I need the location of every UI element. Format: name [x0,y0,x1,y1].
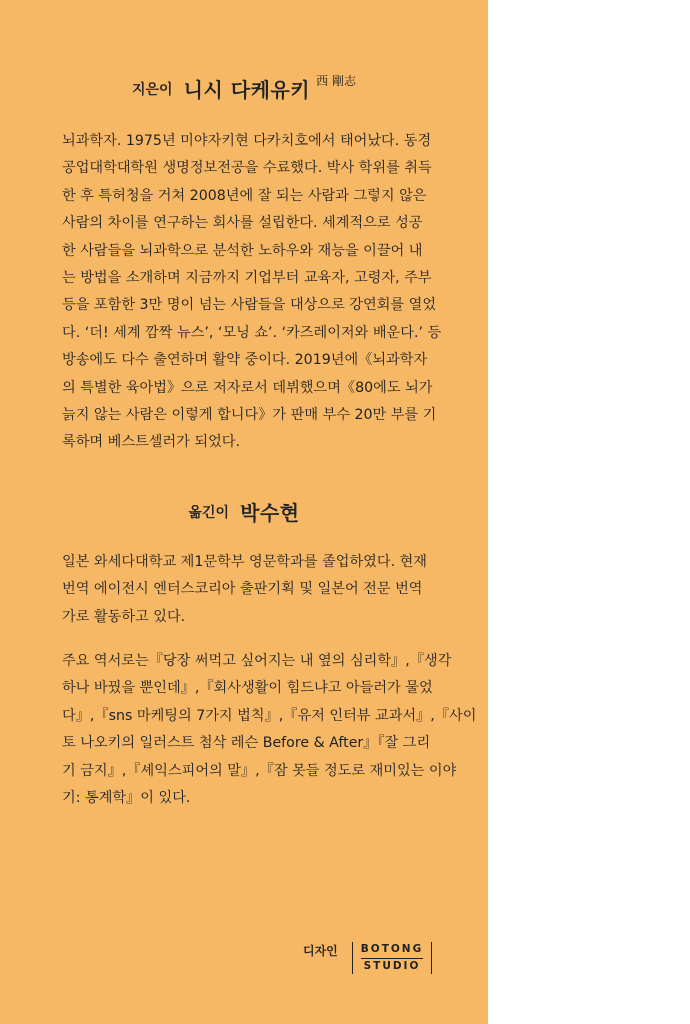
translator-bio-line: 번역 에이전시 엔터스코리아 출판기획 및 일본어 전문 번역 [62,581,423,598]
author-bio-line: 다. ‘더! 세계 깜짝 뉴스’, ‘모닝 쇼’. ‘카즈레이저와 배운다.’ 등 [62,324,442,341]
author-bio-line: 한 사람들을 뇌과학으로 분석한 노하우와 재능을 이끌어 내 [62,242,423,259]
author-bio-line: 방송에도 다수 출연하며 활약 중이다. 2019년에《뇌과학자 [62,352,428,369]
translator-role-label: 옮긴이 [188,504,229,521]
author-bio-line: 사람의 차이를 연구하는 회사를 설립한다. 세계적으로 성공 [62,215,423,232]
design-label: 디자인 [303,944,338,958]
blank-page-area [488,0,690,1024]
translator-works-line: 기 금지』,『셰익스피어의 말』,『잠 못들 정도로 재미있는 이야 [62,762,457,779]
author-bio [62,128,442,457]
author-bio-line: 공업대학대학원 생명정보전공을 수료했다. 박사 학위를 취득 [62,160,432,177]
author-hanja-name: 西 剛志 [316,74,356,88]
author-bio-line: 의 특별한 육아법》으로 저자로서 데뷔했으며《80에도 뇌가 [62,379,433,396]
logo-line-top: BOTONG [360,943,424,955]
author-bio-line: 한 후 특허청을 거쳐 2008년에 잘 되는 사람과 그렇지 않은 [62,187,427,204]
author-bio-line: 늙지 않는 사람은 이렇게 합니다》가 판매 부수 20만 부를 기 [62,407,437,424]
translator-works [62,648,477,812]
translator-bio [62,549,430,631]
translator-bio-line: 일본 와세다대학교 제1문학부 영문학과를 졸업하였다. 현재 [62,554,428,570]
translator-name: 박수현 [240,501,300,525]
author-name: 니시 다케유키 [183,78,311,102]
author-role-label: 지은이 [132,81,173,98]
translator-works-line: 주요 역서로는『당장 써먹고 싶어지는 내 옆의 심리학』,『생각 [62,653,452,669]
translator-works-line: 토 나오키의 일러스트 첨삭 레슨 Before & After』『잘 그리 [62,735,431,752]
logo-line-bottom: STUDIO [361,958,423,974]
botong-studio-logo [352,942,432,974]
author-bio-line: 는 방법을 소개하며 지금까지 기업부터 교육자, 고령자, 주부 [62,270,432,287]
author-bio-line: 등을 포함한 3만 명이 넘는 사람들을 대상으로 강연회를 열었 [62,297,437,314]
translator-bio-line: 가로 활동하고 있다. [62,608,186,625]
author-bio-line: 뇌과학자. 1975년 미야자키현 다카치호에서 태어났다. 동경 [62,133,432,149]
design-credit [303,942,432,974]
translator-works-line: 하나 바꿨을 뿐인데』,『회사생활이 힘드냐고 아들러가 물었 [62,680,433,697]
author-bio-line: 록하며 베스트셀러가 되었다. [62,434,240,451]
author-heading [0,74,488,103]
translator-works-line: 기: 통계학』이 있다. [62,790,191,807]
translator-works-line: 다』,『sns 마케팅의 7가지 법칙』,『유저 인터뷰 교과서』,『사이 [62,707,477,724]
translator-heading [0,497,488,526]
